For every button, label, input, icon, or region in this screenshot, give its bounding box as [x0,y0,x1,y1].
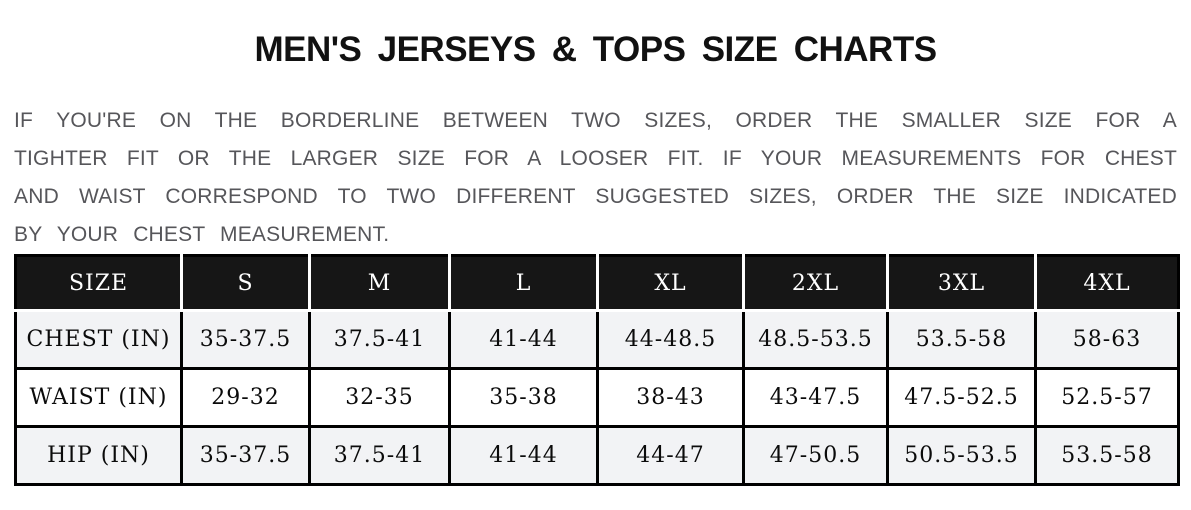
size-chart-header-cell: 4XL [1036,256,1179,311]
size-chart-cell: 32-35 [310,369,450,427]
size-chart-page [0,28,1191,486]
size-chart-header-cell: L [450,256,598,311]
row-label-hip: HIP (IN) [16,427,182,485]
size-chart-cell: 35-37.5 [182,311,310,369]
size-chart-cell: 50.5-53.5 [888,427,1036,485]
size-chart-table [14,254,1180,486]
size-chart-cell: 47-50.5 [744,427,888,485]
size-chart-cell: 44-48.5 [598,311,744,369]
size-chart-header-cell: M [310,256,450,311]
size-chart-cell: 37.5-41 [310,427,450,485]
size-chart-cell: 47.5-52.5 [888,369,1036,427]
size-chart-header-cell: SIZE [16,256,182,311]
size-chart-header-cell: S [182,256,310,311]
size-chart-cell: 41-44 [450,311,598,369]
size-chart-cell: 35-37.5 [182,427,310,485]
row-label-waist: WAIST (IN) [16,369,182,427]
table-row-waist [16,369,1179,427]
page-title: MEN'S JERSEYS & TOPS SIZE CHARTS [254,30,937,69]
size-chart-header-row [16,256,1179,311]
table-row-hip [16,427,1179,485]
size-chart-cell: 48.5-53.5 [744,311,888,369]
size-chart-cell: 41-44 [450,427,598,485]
row-label-chest: CHEST (IN) [16,311,182,369]
size-chart-cell: 35-38 [450,369,598,427]
intro-line: IF YOU'RE ON THE BORDERLINE BETWEEN TWO SIZES, ORDER THE SMALLER SIZE FOR A [14,109,1177,132]
size-chart-cell: 37.5-41 [310,311,450,369]
size-chart-header-cell: XL [598,256,744,311]
size-chart-header-cell: 3XL [888,256,1036,311]
size-chart-header-cell: 2XL [744,256,888,311]
size-chart-cell: 58-63 [1036,311,1179,369]
size-chart-cell: 44-47 [598,427,744,485]
intro-line: AND WAIST CORRESPOND TO TWO DIFFERENT SUGGESTED SIZES, ORDER THE SIZE INDICATED [14,185,1177,208]
table-row-chest [16,311,1179,369]
size-chart-cell: 43-47.5 [744,369,888,427]
intro-line: TIGHTER FIT OR THE LARGER SIZE FOR A LOOSER FIT. IF YOUR MEASUREMENTS FOR CHEST [14,147,1177,170]
size-chart-cell: 29-32 [182,369,310,427]
size-chart-cell: 38-43 [598,369,744,427]
intro-line: BY YOUR CHEST MEASUREMENT. [14,223,390,246]
size-chart-cell: 53.5-58 [1036,427,1179,485]
intro-paragraph [14,102,1177,254]
size-chart-cell: 53.5-58 [888,311,1036,369]
size-chart-cell: 52.5-57 [1036,369,1179,427]
